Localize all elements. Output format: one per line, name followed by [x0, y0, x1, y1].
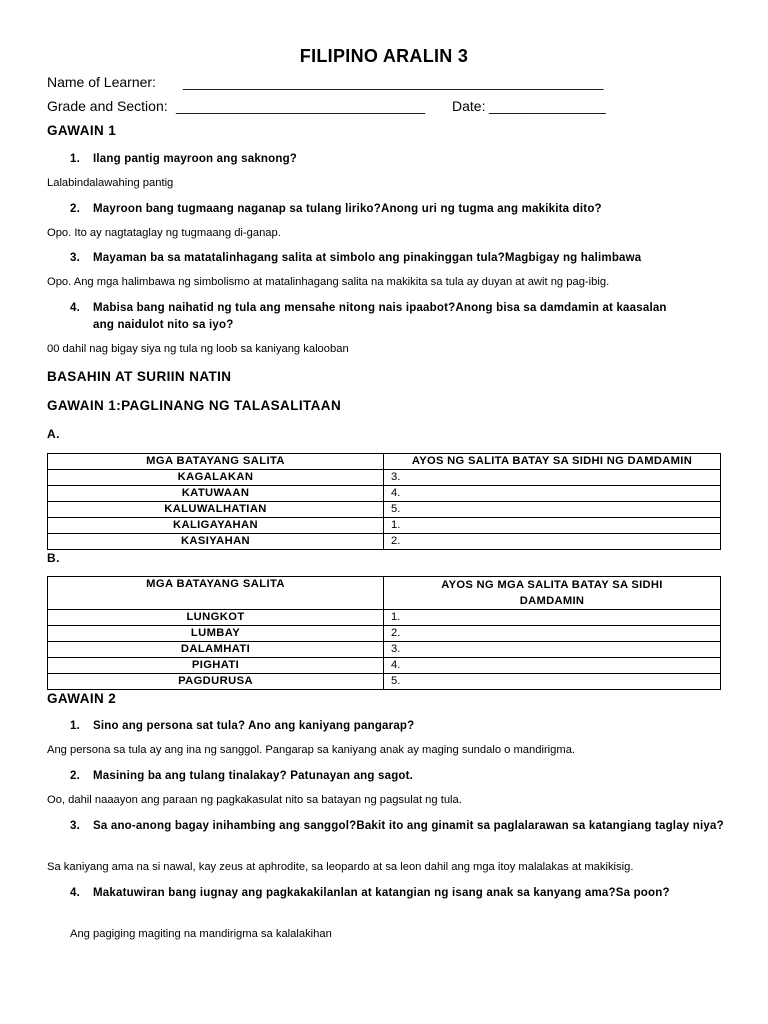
word-cell: KALUWALHATIAN: [48, 502, 384, 518]
question-number: 2.: [70, 770, 80, 782]
rank-cell[interactable]: 4.: [384, 486, 721, 502]
table-row: [48, 610, 721, 626]
question-number: 1.: [70, 720, 80, 732]
rank-cell[interactable]: 5.: [384, 502, 721, 518]
question-number: 3.: [70, 820, 80, 832]
question-text: Sa ano-anong bagay inihambing ang sanggol?Bakit ito ang ginamit sa paglalarawan sa katangiang taglay niya?: [93, 820, 724, 832]
question-number: 3.: [70, 252, 80, 264]
date-label: Date:: [452, 98, 486, 114]
table-header-cell: AYOS NG SALITA BATAY SA SIDHI NG DAMDAMIN: [384, 454, 721, 470]
table-row: [48, 642, 721, 658]
gawain2-heading: GAWAIN 2: [47, 691, 117, 706]
rank-cell[interactable]: 3.: [384, 642, 721, 658]
table-b-label: B.: [47, 551, 60, 565]
word-cell: KAGALAKAN: [48, 470, 384, 486]
rank-cell[interactable]: 2.: [384, 626, 721, 642]
talasalitaan-heading: GAWAIN 1:PAGLINANG NG TALASALITAAN: [47, 398, 342, 413]
rank-cell[interactable]: 2.: [384, 534, 721, 550]
question-number: 2.: [70, 203, 80, 215]
gawain2-answer-3: Sa kaniyang ama na si nawal, kay zeus at aphrodite, sa leopardo at sa leon dahil ang mga itoy malalakas at makikisig.: [47, 861, 634, 873]
word-cell: KALIGAYAHAN: [48, 518, 384, 534]
question-text: Sino ang persona sat tula? Ano ang kaniyang pangarap?: [93, 720, 415, 732]
word-cell: DALAMHATI: [48, 642, 384, 658]
name-label: Name of Learner:: [47, 74, 156, 90]
rank-cell[interactable]: 1.: [384, 610, 721, 626]
word-cell: KATUWAAN: [48, 486, 384, 502]
table-header-row: [48, 454, 721, 470]
table-row: [48, 518, 721, 534]
question-number: 4.: [70, 887, 80, 899]
gawain2-question-3: [70, 818, 740, 854]
table-header-cell: MGA BATAYANG SALITA: [48, 454, 384, 470]
question-text: Ilang pantig mayroon ang saknong?: [93, 153, 298, 165]
table-header-cell: AYOS NG MGA SALITA BATAY SA SIDHI DAMDAMIN: [384, 577, 721, 610]
gawain2-question-4: [70, 885, 720, 921]
basahin-heading: BASAHIN AT SURIIN NATIN: [47, 369, 232, 384]
question-text: Mayroon bang tugmaang naganap sa tulang liriko?Anong uri ng tugma ang makikita dito?: [93, 203, 602, 215]
word-cell: PIGHATI: [48, 658, 384, 674]
question-number: 4.: [70, 302, 80, 314]
date-line[interactable]: _______________: [489, 98, 606, 114]
rank-cell[interactable]: 1.: [384, 518, 721, 534]
gawain1-heading: GAWAIN 1: [47, 123, 117, 138]
word-cell: KASIYAHAN: [48, 534, 384, 550]
name-line[interactable]: ______________________________________________________: [183, 74, 604, 90]
gawain1-answer-2: Opo. Ito ay nagtataglay ng tugmaang di-ganap.: [47, 227, 281, 239]
grade-line[interactable]: ________________________________: [176, 98, 426, 114]
question-text: Masining ba ang tulang tinalakay? Patunayan ang sagot.: [93, 770, 414, 782]
gawain2-answer-4: Ang pagiging magiting na mandirigma sa kalalakihan: [70, 928, 332, 940]
gawain2-answer-1: Ang persona sa tula ay ang ina ng sanggol. Pangarap sa kaniyang anak ay maging sundalo o mandirigma.: [47, 744, 576, 756]
table-a-label: A.: [47, 427, 60, 441]
word-cell: LUNGKOT: [48, 610, 384, 626]
question-text: Mayaman ba sa matatalinhagang salita at simbolo ang pinakinggan tula?Magbigay ng halimbawa: [93, 252, 642, 264]
table-row: [48, 626, 721, 642]
word-cell: LUMBAY: [48, 626, 384, 642]
gawain1-answer-1: Lalabindalawahing pantig: [47, 177, 174, 189]
table-header-row: [48, 577, 721, 610]
rank-cell[interactable]: 4.: [384, 658, 721, 674]
table-row: [48, 534, 721, 550]
table-row: [48, 502, 721, 518]
table-a: [47, 453, 721, 550]
gawain1-answer-4: 00 dahil nag bigay siya ng tula ng loob sa kaniyang kalooban: [47, 343, 349, 355]
question-text: Mabisa bang naihatid ng tula ang mensahe nitong nais ipaabot?Anong bisa sa damdamin at kaasalan ang naidulot nito sa iyo?: [93, 302, 667, 331]
rank-cell[interactable]: 5.: [384, 674, 721, 690]
table-row: [48, 470, 721, 486]
word-cell: PAGDURUSA: [48, 674, 384, 690]
table-row: [48, 658, 721, 674]
page-title: FILIPINO ARALIN 3: [299, 46, 469, 66]
gawain2-answer-2: Oo, dahil naaayon ang paraan ng pagkakasulat nito sa batayan ng pagsulat ng tula.: [47, 794, 462, 806]
gawain1-question-4: [70, 300, 690, 336]
gawain1-answer-3: Opo. Ang mga halimbawa ng simbolismo at matalinhagang salita na makikita sa tula ay duyan at awit ng pag-ibig.: [47, 276, 610, 288]
table-b: [47, 576, 721, 690]
grade-label: Grade and Section:: [47, 98, 168, 114]
table-row: [48, 486, 721, 502]
table-header-cell: MGA BATAYANG SALITA: [48, 577, 384, 610]
rank-cell[interactable]: 3.: [384, 470, 721, 486]
table-row: [48, 674, 721, 690]
question-number: 1.: [70, 153, 80, 165]
question-text: Makatuwiran bang iugnay ang pagkakakilanlan at katangian ng isang anak sa kanyang ama?Sa poon?: [93, 887, 670, 899]
